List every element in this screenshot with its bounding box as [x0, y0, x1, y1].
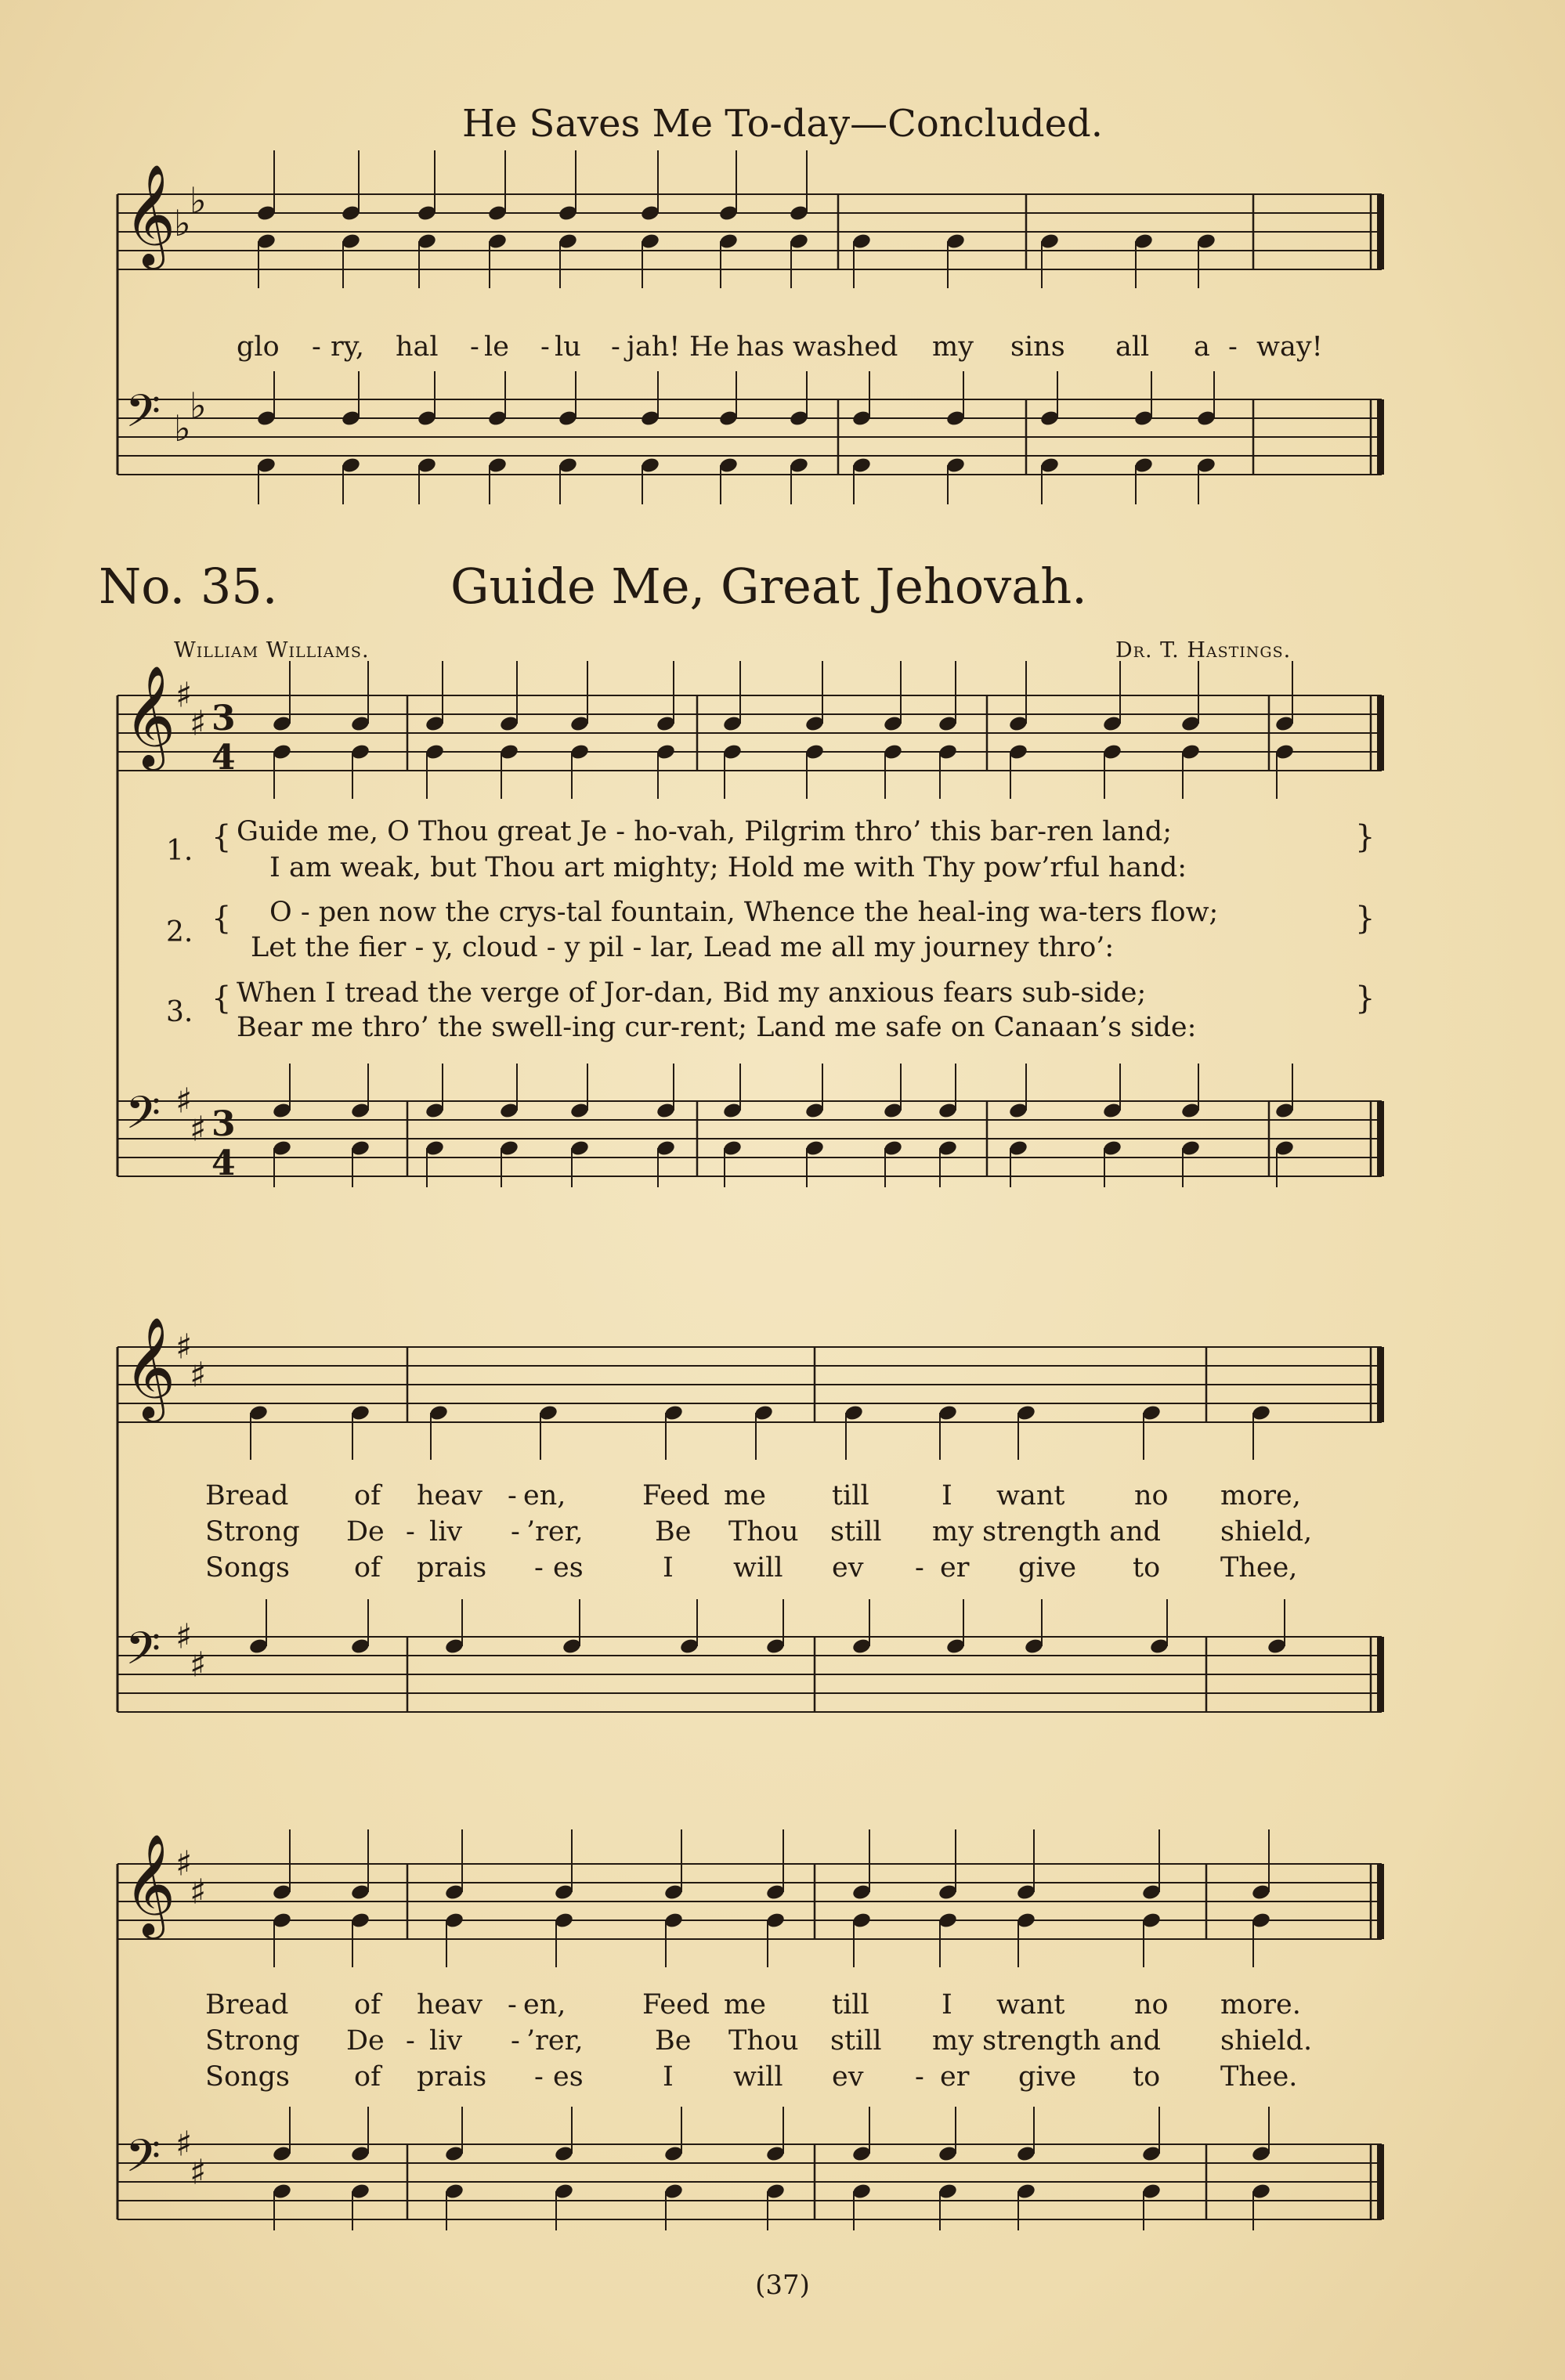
time-signature: 3 — [211, 699, 236, 739]
lyric-syllable: I — [663, 1552, 674, 1584]
lyric-syllable: Feed — [642, 1989, 710, 2021]
lyric-syllable: Thou — [728, 2025, 799, 2057]
verse-number: 1. — [166, 835, 193, 867]
lyric-syllable: Be — [655, 2025, 692, 2057]
verse-line: Bear me thro’ the swell-ing cur-rent; Land me safe on Canaan’s side: — [237, 1012, 1197, 1043]
sharp-sign: ♯ — [175, 1616, 193, 1657]
treble-clef: 𝄞 — [124, 665, 176, 767]
lyric-syllable: - — [915, 1552, 924, 1584]
bass-clef: 𝄢 — [125, 385, 161, 449]
lyric-syllable: want — [996, 1989, 1065, 2021]
lyric-syllable: no — [1134, 1989, 1169, 2021]
lyric-syllable: Thou — [728, 1516, 799, 1548]
lyric-syllable: shield. — [1220, 2025, 1313, 2057]
time-signature: 4 — [211, 1143, 236, 1183]
lyric-syllable: prais — [417, 1552, 487, 1584]
verse-line: When I tread the verge of Jor-dan, Bid my anxious fears sub-side; — [237, 977, 1147, 1009]
lyric-syllable: I — [942, 1989, 952, 2021]
lyric-syllable: le — [484, 331, 509, 363]
lyric-syllable: Thee. — [1220, 2061, 1298, 2093]
sharp-sign: ♯ — [190, 1645, 207, 1685]
lyric-syllable: - — [511, 1516, 520, 1548]
lyric-syllable: my strength and — [932, 2025, 1162, 2057]
lyric-syllable: will — [733, 2061, 783, 2093]
lyric-syllable: es — [553, 2061, 584, 2093]
lyric-syllable: still — [830, 1516, 882, 1548]
lyric-syllable: - — [470, 331, 479, 363]
lyric-syllable: has — [736, 331, 785, 363]
verse-number: 2. — [166, 916, 193, 948]
lyric-syllable: my — [932, 331, 974, 363]
lyric-syllable: Strong — [205, 1516, 300, 1548]
sharp-sign: ♯ — [190, 703, 207, 744]
lyric-syllable: washed — [793, 331, 898, 363]
time-signature: 4 — [211, 738, 236, 778]
lyric-syllable: en, — [523, 1989, 566, 2021]
flat-sign: ♭ — [190, 385, 207, 427]
lyric-syllable: hal — [396, 331, 439, 363]
verse-brace-left: { — [211, 981, 232, 1017]
lyric-syllable: ’rer, — [526, 1516, 584, 1548]
lyric-syllable: a — [1194, 331, 1210, 363]
lyric-syllable: Feed — [642, 1480, 710, 1511]
lyric-syllable: me — [724, 1480, 766, 1511]
lyric-syllable: es — [553, 1552, 584, 1584]
lyric-syllable: Thee, — [1220, 1552, 1298, 1584]
bass-clef: 𝄢 — [125, 1086, 161, 1150]
treble-clef: 𝄞 — [124, 164, 176, 265]
lyric-syllable: ev — [832, 1552, 864, 1584]
lyric-syllable: Songs — [205, 2061, 290, 2093]
bass-clef: 𝄢 — [125, 2129, 161, 2194]
treble-clef: 𝄞 — [124, 1833, 176, 1935]
lyric-syllable: en, — [523, 1480, 566, 1511]
lyric-syllable: - — [511, 2025, 520, 2057]
lyric-syllable: De — [346, 1516, 385, 1548]
lyric-syllable: glo — [237, 331, 280, 363]
lyric-syllable: of — [354, 2061, 381, 2093]
lyric-syllable: liv — [429, 2025, 463, 2057]
sharp-sign: ♯ — [190, 2152, 207, 2193]
lyric-syllable: - — [534, 1552, 544, 1584]
flat-sign: ♭ — [174, 201, 191, 244]
final-barline — [1377, 1864, 1384, 1939]
final-barline — [1377, 399, 1384, 475]
page-number: (37) — [755, 2270, 810, 2301]
hymn-number: No. 35. — [99, 558, 278, 615]
lyric-syllable: ev — [832, 2061, 864, 2093]
verse-line: O - pen now the crys-tal fountain, Whence the heal-ing wa-ters flow; — [269, 897, 1219, 928]
lyric-syllable: Bread — [205, 1989, 289, 2021]
lyric-syllable: - — [406, 1516, 415, 1548]
sharp-sign: ♯ — [175, 1081, 193, 1121]
lyric-syllable: way! — [1256, 331, 1323, 363]
sharp-sign: ♯ — [190, 1355, 207, 1396]
lyric-syllable: more, — [1220, 1480, 1301, 1511]
sharp-sign: ♯ — [175, 1844, 193, 1884]
lyric-syllable: - — [611, 331, 620, 363]
lyric-syllable: Bread — [205, 1480, 289, 1511]
lyric-syllable: want — [996, 1480, 1065, 1511]
bass-clef: 𝄢 — [125, 1622, 161, 1686]
time-signature: 3 — [211, 1104, 236, 1144]
lyric-syllable: till — [832, 1989, 869, 2021]
lyric-syllable: jah! — [627, 331, 681, 363]
lyric-syllable: still — [830, 2025, 882, 2057]
lyric-syllable: De — [346, 2025, 385, 2057]
lyric-syllable: er — [940, 1552, 970, 1584]
final-barline — [1377, 1347, 1384, 1422]
lyric-syllable: more. — [1220, 1989, 1301, 2021]
final-barline — [1377, 1101, 1384, 1176]
lyric-syllable: - — [508, 1989, 517, 2021]
lyric-syllable: shield, — [1220, 1516, 1313, 1548]
lyric-syllable: - — [406, 2025, 415, 2057]
lyric-syllable: all — [1115, 331, 1150, 363]
composer-credit: Dr. T. Hastings. — [1115, 638, 1292, 663]
lyric-syllable: of — [354, 1480, 381, 1511]
verse-brace-right: } — [1355, 901, 1375, 937]
sharp-sign: ♯ — [175, 1327, 193, 1367]
verse-brace-left: { — [211, 819, 232, 855]
lyric-syllable: er — [940, 2061, 970, 2093]
lyric-syllable: my strength and — [932, 1516, 1162, 1548]
sharp-sign: ♯ — [190, 1109, 207, 1150]
lyric-syllable: - — [312, 331, 321, 363]
lyric-syllable: give — [1018, 1552, 1077, 1584]
lyric-syllable: liv — [429, 1516, 463, 1548]
sharp-sign: ♯ — [175, 675, 193, 716]
lyric-syllable: - — [915, 2061, 924, 2093]
lyric-syllable: ry, — [331, 331, 364, 363]
verse-brace-left: { — [211, 901, 232, 937]
lyric-syllable: till — [832, 1480, 869, 1511]
final-barline — [1377, 695, 1384, 771]
lyric-syllable: Be — [655, 1516, 692, 1548]
lyric-syllable: to — [1133, 1552, 1161, 1584]
lyric-syllable: of — [354, 1552, 381, 1584]
lyric-syllable: will — [733, 1552, 783, 1584]
lyric-syllable: prais — [417, 2061, 487, 2093]
lyric-syllable: - — [534, 2061, 544, 2093]
lyric-syllable: heav — [417, 1480, 483, 1511]
verse-brace-right: } — [1355, 819, 1375, 855]
sharp-sign: ♯ — [190, 1872, 207, 1912]
lyric-syllable: ’rer, — [526, 2025, 584, 2057]
author-credit: William Williams. — [174, 638, 370, 663]
verse-number: 3. — [166, 996, 193, 1028]
continuation-title: He Saves Me To-day—Concluded. — [462, 102, 1103, 146]
lyric-syllable: - — [540, 331, 550, 363]
final-barline — [1377, 1637, 1384, 1712]
flat-sign: ♭ — [190, 179, 207, 222]
lyric-syllable: to — [1133, 2061, 1161, 2093]
lyric-syllable: of — [354, 1989, 381, 2021]
sharp-sign: ♯ — [175, 2124, 193, 2165]
lyric-syllable: He — [689, 331, 730, 363]
verse-line: I am weak, but Thou art mighty; Hold me with Thy pow’rful hand: — [269, 852, 1187, 883]
lyric-syllable: - — [508, 1480, 517, 1511]
lyric-syllable: Strong — [205, 2025, 300, 2057]
hymn-title: Guide Me, Great Jehovah. — [450, 558, 1087, 615]
lyric-syllable: lu — [555, 331, 581, 363]
verse-line: Let the fier - y, cloud - y pil - lar, Lead me all my journey thro’: — [251, 932, 1115, 963]
lyric-syllable: I — [663, 2061, 674, 2093]
final-barline — [1377, 194, 1384, 269]
treble-clef: 𝄞 — [124, 1316, 176, 1418]
lyric-syllable: sins — [1010, 331, 1065, 363]
verse-line: Guide me, O Thou great Je - ho-vah, Pilgrim thro’ this bar-ren land; — [237, 816, 1172, 847]
lyric-syllable: heav — [417, 1989, 483, 2021]
flat-sign: ♭ — [174, 406, 191, 450]
lyric-syllable: Songs — [205, 1552, 290, 1584]
final-barline — [1377, 2144, 1384, 2219]
lyric-syllable: - — [1228, 331, 1238, 363]
lyric-syllable: me — [724, 1989, 766, 2021]
lyric-syllable: I — [942, 1480, 952, 1511]
lyric-syllable: give — [1018, 2061, 1077, 2093]
verse-brace-right: } — [1355, 981, 1375, 1017]
lyric-syllable: no — [1134, 1480, 1169, 1511]
